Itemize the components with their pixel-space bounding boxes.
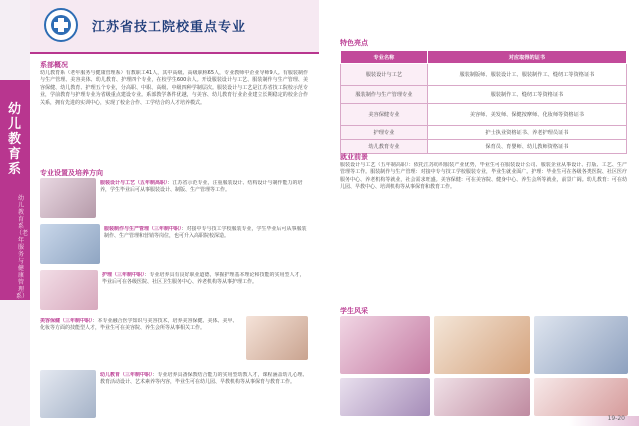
employment-text: 服装设计与工艺（五年制高职）：依托江苏纺织服装产业优势，毕业生可在服装设计公司、服装企业从事设计、打版、工艺、生产管理等工作。服装制作与生产管理：对接中专与技工学校服装专业，毕业生就业面广。护理：毕业生可在各级各类医院、社区医疗服务中心、养老机构等就业，社会需求旺盛。美容保健：可在美容院、健身中心、养生会所等就业，前景广阔。幼儿教育：可在幼儿园、早教中心、培训机构等从事保育和教育工作。 <box>340 162 627 191</box>
table-header-major: 专业名称 <box>341 51 428 64</box>
major-nursing: 护理（三年制中职）：专业培养具有良好职业道德，掌握护理基本理论和技能的实用型人才，毕业后可在各级医院、社区卫生服务中心、养老机构等从事护理工作。 <box>102 272 305 286</box>
photo-garment <box>40 224 100 264</box>
certificate-table <box>340 50 627 154</box>
corner-decoration <box>569 416 639 426</box>
table-row: 服装制作与生产管理专业 服装制作工、缝纫工等资格证书 <box>341 86 627 104</box>
student-photo-5 <box>434 378 530 416</box>
overview-heading: 系部概况 <box>40 61 68 69</box>
photo-nursing <box>40 270 98 310</box>
major-garment-production: 服装制作与生产管理（三年制中职）：对接中专与技工学校服装专业，学生毕业后可从事服装制作、生产管理和营销等岗位，也可升入高职院校深造。 <box>104 226 307 240</box>
major-preschool-education: 幼儿教育（三年制中职）：专业培养具备保教结合能力的实用型幼教人才，课程涵盖幼儿心理、教育活动设计、艺术素养等内容，毕业生可在幼儿园、早教机构等从事保育与教育工作。 <box>100 372 308 386</box>
student-photo-4 <box>340 378 430 416</box>
photo-preschool <box>40 370 96 418</box>
page-title: 江苏省技工院校重点专业 <box>92 20 247 35</box>
page-header <box>30 0 319 54</box>
student-photo-3 <box>534 316 628 374</box>
photo-fashion <box>40 178 96 218</box>
overview-text: 幼儿教育系（老年服务与健康管理系）有教职工41人，其中高级、高级职称65人，专业教师中企业导师9人。有服装制作与生产管理、美容美体、幼儿教育、护理四个专业，在校学生600余人。开设服装设计与工艺、服装制作与生产管理、美容保健、幼儿教育、护理五个专业，分高职、中职、高级、中级四种学制层次。服装设计与工艺是江苏省技工院校示范专业，学前教育与护理专业为省级重点建设专业。系部教学条件优越，与美容、幼儿教育行业企业建立长期稳定的校企合作关系，拥有先进的实训中心，实现了校企合作、工学结合的人才培养模式。 <box>40 70 308 106</box>
page-number: 19-20 <box>607 415 625 422</box>
table-row: 护理专业 护士执业资格证书、养老护理员证书 <box>341 126 627 140</box>
department-title: 幼儿教育系 <box>7 102 22 177</box>
table-header-cert: 对应取得的证书 <box>427 51 626 64</box>
department-sidebar <box>0 80 30 300</box>
left-page <box>0 0 319 426</box>
major-beauty-care: 美容保健（三年制中职）：本专业融合医学知识与美容技术，培养美容保健、美体、美甲、化妆等方面的技能型人才，毕业生可在美容院、养生会所等从事相关工作。 <box>40 318 238 332</box>
table-row: 服装设计与工艺 服装制版师、服装设计工、服装制作工、缝纫工等资格证书 <box>341 64 627 86</box>
features-heading: 特色亮点 <box>340 39 368 47</box>
student-photo-2 <box>434 316 530 374</box>
table-row: 幼儿教育专业 保育员、育婴师、幼儿教师资格证书 <box>341 140 627 154</box>
photo-beauty <box>246 316 308 360</box>
major-fashion-design: 服装设计与工艺（五年制高职）：江苏省示范专业，注重服装设计、结构设计与制作能力的培养，学生毕业后可从事服装设计、制版、生产管理等工作。 <box>100 180 303 194</box>
student-photo-6 <box>534 378 628 416</box>
student-photo-1 <box>340 316 430 374</box>
table-row: 美容保健专业 美容师、美发师、保健按摩师、化妆师等资格证书 <box>341 104 627 126</box>
department-subtitle: 幼儿教育系（老年服务与健康管理系） <box>16 195 29 300</box>
student-style-heading: 学生风采 <box>340 307 368 315</box>
school-logo-icon <box>44 8 78 42</box>
majors-heading: 专业设置及培养方向 <box>40 169 103 177</box>
employment-heading: 就业前景 <box>340 153 368 161</box>
